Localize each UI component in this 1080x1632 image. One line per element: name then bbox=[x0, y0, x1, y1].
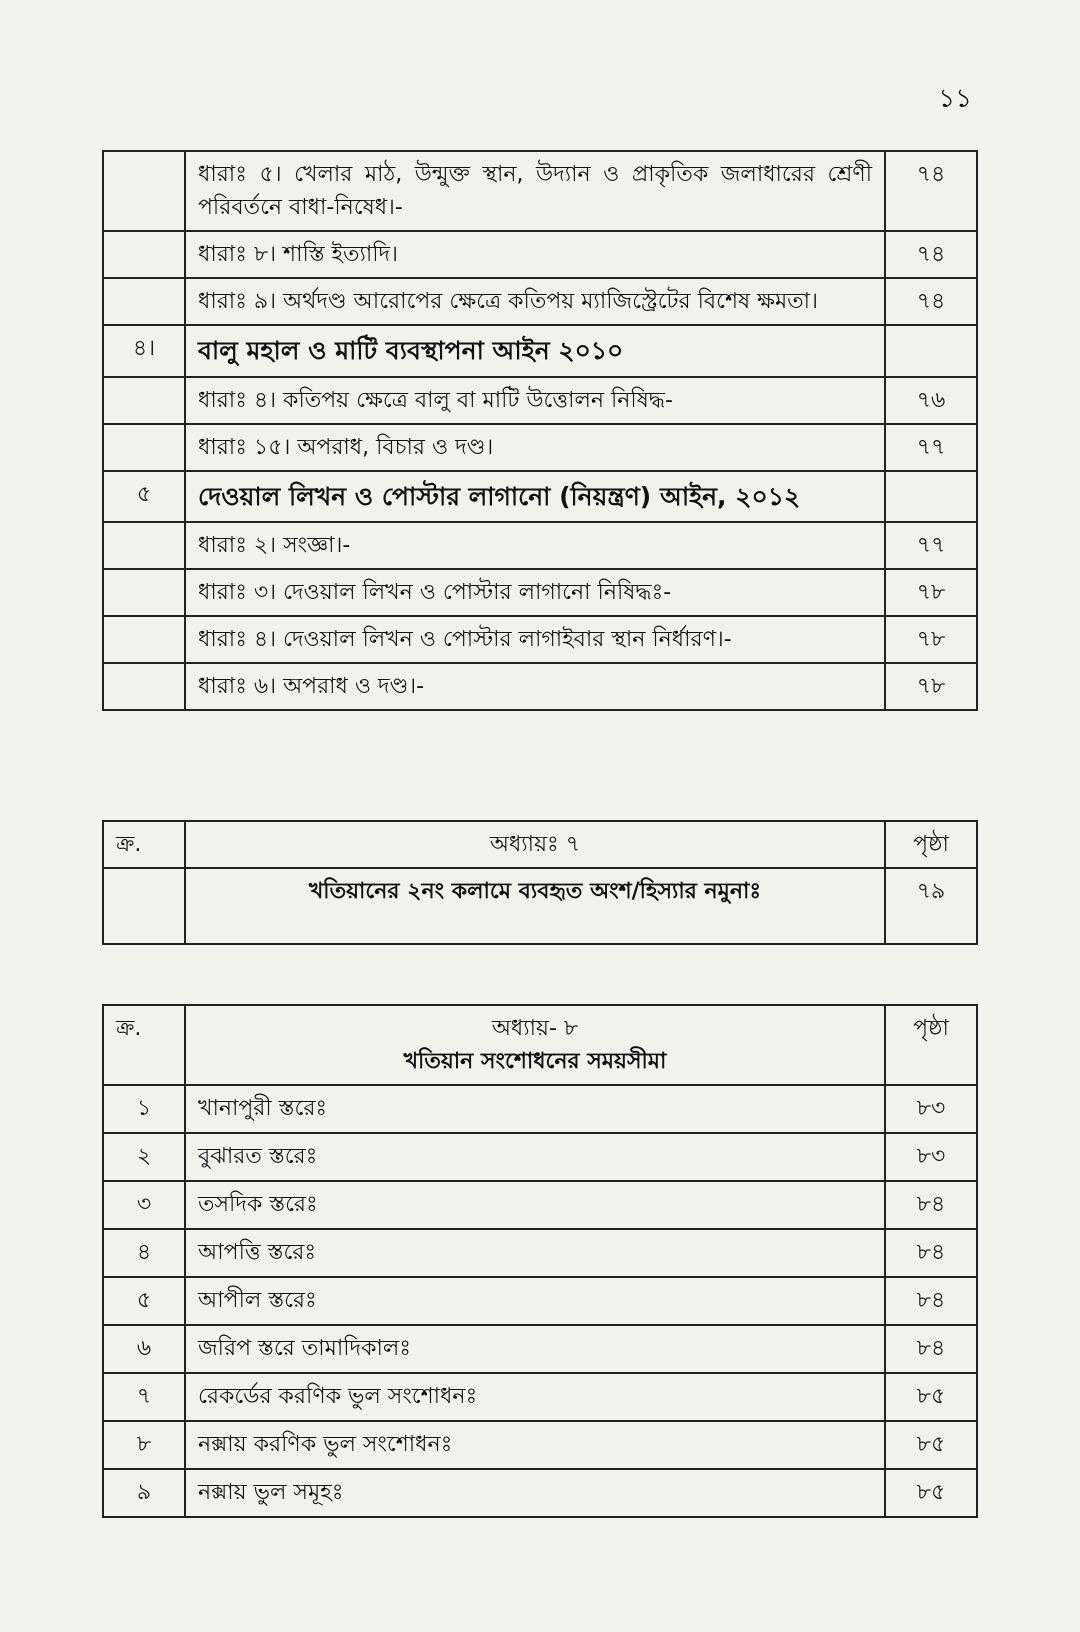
page-cell: ৮৩ bbox=[885, 1133, 977, 1181]
entry-text: নক্সায় করণিক ভুল সংশোধনঃ bbox=[185, 1421, 885, 1469]
table-row bbox=[103, 522, 977, 569]
entry-text: ধারাঃ ৪। দেওয়াল লিখন ও পোস্টার লাগাইবার স্থান নির্ধারণ।- bbox=[185, 616, 885, 663]
entry-text: জরিপ স্তরে তামাদিকালঃ bbox=[185, 1325, 885, 1373]
page-number: ১১ bbox=[938, 84, 972, 114]
entry-text: বুঝারত স্তরেঃ bbox=[185, 1133, 885, 1181]
entry-text: ধারাঃ ২। সংজ্ঞা।- bbox=[185, 522, 885, 569]
chapter-title: খতিয়ান সংশোধনের সময়সীমা bbox=[403, 1049, 667, 1074]
serial-cell bbox=[103, 663, 185, 710]
entry-text: ধারাঃ ৯। অর্থদণ্ড আরোপের ক্ষেত্রে কতিপয় ম্যাজিস্ট্রেটের বিশেষ ক্ষমতা। bbox=[185, 278, 885, 325]
entry-text: খানাপুরী স্তরেঃ bbox=[185, 1085, 885, 1133]
law-title-row bbox=[103, 471, 977, 523]
table-row bbox=[103, 377, 977, 424]
toc-table-chapter-7 bbox=[102, 820, 978, 945]
serial-cell bbox=[103, 522, 185, 569]
table-row bbox=[103, 1373, 977, 1421]
entry-text: নক্সায় ভুল সমূহঃ bbox=[185, 1469, 885, 1517]
serial-cell: ৪ bbox=[103, 1229, 185, 1277]
entry-text: দেওয়াল লিখন ও পোস্টার লাগানো (নিয়ন্ত্রণ) আইন, ২০১২ bbox=[185, 471, 885, 523]
table-row bbox=[103, 1277, 977, 1325]
page-cell: ৭৯ bbox=[885, 868, 977, 944]
table-row bbox=[103, 1085, 977, 1133]
page-cell: ৭৬ bbox=[885, 377, 977, 424]
page-cell: ৮৩ bbox=[885, 1085, 977, 1133]
page-cell: ৮৫ bbox=[885, 1373, 977, 1421]
serial-cell: ৪। bbox=[103, 325, 185, 377]
page-header: পৃষ্ঠা bbox=[885, 821, 977, 868]
serial-cell: ২ bbox=[103, 1133, 185, 1181]
table-row bbox=[103, 424, 977, 471]
entry-text: ধারাঃ ৪। কতিপয় ক্ষেত্রে বালু বা মাটি উত্তোলন নিষিদ্ধ- bbox=[185, 377, 885, 424]
table-row bbox=[103, 616, 977, 663]
page-cell: ৮৪ bbox=[885, 1229, 977, 1277]
table-header-row bbox=[103, 1005, 977, 1085]
serial-cell: ৯ bbox=[103, 1469, 185, 1517]
table-row bbox=[103, 278, 977, 325]
serial-cell bbox=[103, 278, 185, 325]
table-row bbox=[103, 1229, 977, 1277]
table-row bbox=[103, 151, 977, 231]
entry-text: আপীল স্তরেঃ bbox=[185, 1277, 885, 1325]
toc-table-laws bbox=[102, 150, 978, 711]
table-row bbox=[103, 569, 977, 616]
chapter-heading: অধ্যায়ঃ ৭ bbox=[185, 821, 885, 868]
page-cell: ৭৮ bbox=[885, 663, 977, 710]
chapter-title: খতিয়ানের ২নং কলামে ব্যবহৃত অংশ/হিস্যার নমুনাঃ bbox=[185, 868, 885, 944]
law-title-row bbox=[103, 325, 977, 377]
page-cell: ৭৪ bbox=[885, 278, 977, 325]
serial-cell bbox=[103, 616, 185, 663]
page-cell: ৭৪ bbox=[885, 231, 977, 278]
serial-cell: ৮ bbox=[103, 1421, 185, 1469]
chapter-heading bbox=[185, 1005, 885, 1085]
page-cell: ৮৫ bbox=[885, 1469, 977, 1517]
page-cell: ৮৫ bbox=[885, 1421, 977, 1469]
serial-cell bbox=[103, 151, 185, 231]
table-header-row bbox=[103, 821, 977, 868]
serial-cell: ৭ bbox=[103, 1373, 185, 1421]
serial-cell: ৫ bbox=[103, 471, 185, 523]
table-row bbox=[103, 1181, 977, 1229]
serial-cell: ৩ bbox=[103, 1181, 185, 1229]
entry-text: ধারাঃ ১৫। অপরাধ, বিচার ও দণ্ড। bbox=[185, 424, 885, 471]
entry-text: বালু মহাল ও মাটি ব্যবস্থাপনা আইন ২০১০ bbox=[185, 325, 885, 377]
table-row bbox=[103, 663, 977, 710]
table-row bbox=[103, 1325, 977, 1373]
entry-text: ধারাঃ ৫। খেলার মাঠ, উন্মুক্ত স্থান, উদ্যান ও প্রাকৃতিক জলাধারের শ্রেণী পরিবর্তনে বাধা-নিষেধ।- bbox=[185, 151, 885, 231]
entry-text: তসদিক স্তরেঃ bbox=[185, 1181, 885, 1229]
page-cell: ৭৮ bbox=[885, 616, 977, 663]
serial-cell bbox=[103, 868, 185, 944]
page-header: পৃষ্ঠা bbox=[885, 1005, 977, 1085]
serial-header: ক্র. bbox=[103, 821, 185, 868]
page-cell: ৭৪ bbox=[885, 151, 977, 231]
entry-text: ধারাঃ ৮। শাস্তি ইত্যাদি। bbox=[185, 231, 885, 278]
entry-text: রেকর্ডের করণিক ভুল সংশোধনঃ bbox=[185, 1373, 885, 1421]
serial-cell: ১ bbox=[103, 1085, 185, 1133]
page-cell bbox=[885, 471, 977, 523]
page-cell: ৮৪ bbox=[885, 1181, 977, 1229]
entry-text: ধারাঃ ৩। দেওয়াল লিখন ও পোস্টার লাগানো নিষিদ্ধঃ- bbox=[185, 569, 885, 616]
table-row bbox=[103, 868, 977, 944]
table-row bbox=[103, 1421, 977, 1469]
page-cell: ৭৭ bbox=[885, 522, 977, 569]
entry-text: ধারাঃ ৬। অপরাধ ও দণ্ড।- bbox=[185, 663, 885, 710]
serial-cell bbox=[103, 424, 185, 471]
page-cell: ৮৪ bbox=[885, 1277, 977, 1325]
chapter-label: অধ্যায়- ৮ bbox=[491, 1016, 579, 1041]
page-cell bbox=[885, 325, 977, 377]
serial-cell bbox=[103, 377, 185, 424]
serial-cell bbox=[103, 231, 185, 278]
entry-text: আপত্তি স্তরেঃ bbox=[185, 1229, 885, 1277]
table-row bbox=[103, 1133, 977, 1181]
page-cell: ৮৪ bbox=[885, 1325, 977, 1373]
serial-cell: ৫ bbox=[103, 1277, 185, 1325]
serial-cell: ৬ bbox=[103, 1325, 185, 1373]
page-cell: ৭৭ bbox=[885, 424, 977, 471]
page-cell: ৭৮ bbox=[885, 569, 977, 616]
toc-table-chapter-8 bbox=[102, 1004, 978, 1518]
table-row bbox=[103, 231, 977, 278]
serial-header: ক্র. bbox=[103, 1005, 185, 1085]
serial-cell bbox=[103, 569, 185, 616]
table-row bbox=[103, 1469, 977, 1517]
